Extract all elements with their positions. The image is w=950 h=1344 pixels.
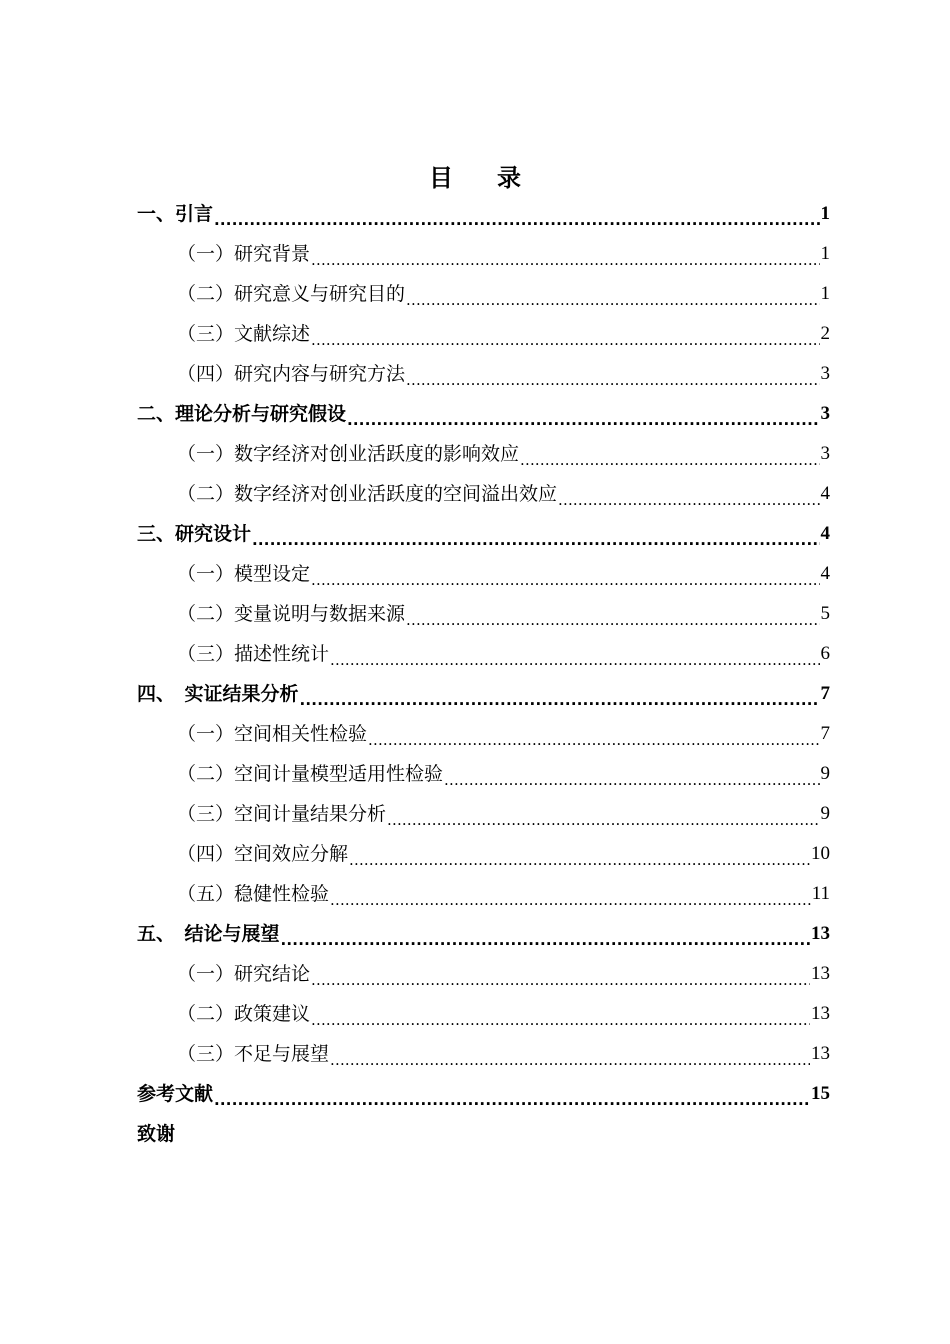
toc-chapter-entry[interactable] [137, 194, 830, 234]
toc-dot-leader [330, 874, 811, 914]
toc-chapter-entry[interactable] [137, 1074, 830, 1114]
toc-entry-label: （四）空间效应分解 [177, 843, 349, 865]
table-of-contents [137, 194, 830, 1154]
toc-section-entry[interactable] [137, 434, 830, 474]
toc-dot-leader [387, 794, 819, 834]
toc-section-entry[interactable] [137, 634, 830, 674]
toc-page-number: 6 [820, 643, 830, 664]
toc-page-number: 7 [820, 683, 830, 704]
toc-page-number: 13 [811, 923, 830, 944]
toc-page-number: 9 [820, 803, 830, 824]
toc-dot-leader [214, 1074, 810, 1114]
toc-dot-leader [252, 514, 819, 554]
toc-section-entry[interactable] [137, 594, 830, 634]
toc-dot-leader [311, 554, 819, 594]
toc-dot-leader [311, 954, 810, 994]
toc-entry-label: （二）变量说明与数据来源 [177, 603, 406, 625]
toc-page-number: 11 [811, 883, 830, 904]
toc-section-entry[interactable] [137, 834, 830, 874]
toc-section-entry[interactable] [137, 954, 830, 994]
toc-entry-label: （三）描述性统计 [177, 643, 330, 665]
toc-entry-label: 致谢 [137, 1123, 176, 1145]
toc-page-number: 13 [811, 963, 830, 984]
toc-dot-leader [214, 194, 819, 234]
toc-page-number: 4 [820, 483, 830, 504]
toc-page-number: 1 [820, 283, 830, 304]
toc-entry-label: （二）研究意义与研究目的 [177, 283, 406, 305]
toc-page-number: 13 [811, 1043, 830, 1064]
toc-dot-leader [520, 434, 819, 474]
toc-dot-leader [444, 754, 819, 794]
toc-entry-label: 四、 实证结果分析 [137, 683, 299, 705]
toc-page-number: 10 [811, 843, 830, 864]
toc-chapter-entry[interactable] [137, 394, 830, 434]
toc-dot-leader [176, 1114, 829, 1154]
toc-dot-leader [349, 834, 810, 874]
toc-section-entry[interactable] [137, 274, 830, 314]
toc-section-entry[interactable] [137, 714, 830, 754]
toc-page-number: 15 [811, 1083, 830, 1104]
toc-entry-label: （五）稳健性检验 [177, 883, 330, 905]
toc-title-right: 录 [497, 164, 521, 192]
toc-section-entry[interactable] [137, 354, 830, 394]
toc-title-left: 目 [429, 164, 453, 192]
toc-chapter-entry[interactable] [137, 1114, 830, 1154]
toc-entry-label: （一）模型设定 [177, 563, 311, 585]
toc-entry-label: （二）空间计量模型适用性检验 [177, 763, 444, 785]
toc-page-number: 1 [820, 203, 830, 224]
toc-dot-leader [558, 474, 819, 514]
toc-section-entry[interactable] [137, 874, 830, 914]
toc-dot-leader [330, 1034, 810, 1074]
toc-chapter-entry[interactable] [137, 514, 830, 554]
toc-dot-leader [368, 714, 819, 754]
toc-entry-label: （一）空间相关性检验 [177, 723, 368, 745]
toc-page-number: 13 [811, 1003, 830, 1024]
toc-page-number: 4 [820, 563, 830, 584]
toc-entry-label: （二）数字经济对创业活跃度的空间溢出效应 [177, 483, 558, 505]
toc-entry-label: （二）政策建议 [177, 1003, 311, 1025]
toc-entry-label: （一）研究背景 [177, 243, 311, 265]
toc-entry-label: （一）研究结论 [177, 963, 311, 985]
toc-dot-leader [406, 354, 819, 394]
toc-chapter-entry[interactable] [137, 914, 830, 954]
toc-entry-label: （四）研究内容与研究方法 [177, 363, 406, 385]
toc-page-number: 9 [820, 763, 830, 784]
toc-dot-leader [406, 594, 819, 634]
toc-section-entry[interactable] [137, 474, 830, 514]
toc-section-entry[interactable] [137, 994, 830, 1034]
toc-entry-label: （三）不足与展望 [177, 1043, 330, 1065]
toc-dot-leader [347, 394, 819, 434]
toc-entry-label: 二、理论分析与研究假设 [137, 403, 347, 425]
toc-section-entry[interactable] [137, 554, 830, 594]
toc-page-number: 1 [820, 243, 830, 264]
toc-dot-leader [311, 234, 819, 274]
toc-dot-leader [281, 914, 810, 954]
toc-entry-label: 参考文献 [137, 1083, 214, 1105]
toc-page-number: 3 [820, 363, 830, 384]
toc-entry-label: （一）数字经济对创业活跃度的影响效应 [177, 443, 520, 465]
toc-section-entry[interactable] [137, 234, 830, 274]
toc-page-number: 7 [820, 723, 830, 744]
toc-page-number: 4 [820, 523, 830, 544]
toc-page-number: 5 [820, 603, 830, 624]
toc-page-number: 3 [820, 443, 830, 464]
toc-section-entry[interactable] [137, 1034, 830, 1074]
toc-entry-label: 五、 结论与展望 [137, 923, 280, 945]
toc-entry-label: 一、引言 [137, 203, 214, 225]
toc-dot-leader [300, 674, 820, 714]
toc-title [0, 158, 950, 193]
toc-chapter-entry[interactable] [137, 674, 830, 714]
toc-dot-leader [406, 274, 819, 314]
toc-page-number: 3 [820, 403, 830, 424]
toc-section-entry[interactable] [137, 794, 830, 834]
toc-dot-leader [330, 634, 819, 674]
toc-dot-leader [311, 314, 819, 354]
toc-section-entry[interactable] [137, 754, 830, 794]
toc-entry-label: 三、研究设计 [137, 523, 252, 545]
toc-entry-label: （三）文献综述 [177, 323, 311, 345]
toc-entry-label: （三）空间计量结果分析 [177, 803, 387, 825]
toc-dot-leader [311, 994, 810, 1034]
toc-section-entry[interactable] [137, 314, 830, 354]
toc-page-number: 2 [820, 323, 830, 344]
